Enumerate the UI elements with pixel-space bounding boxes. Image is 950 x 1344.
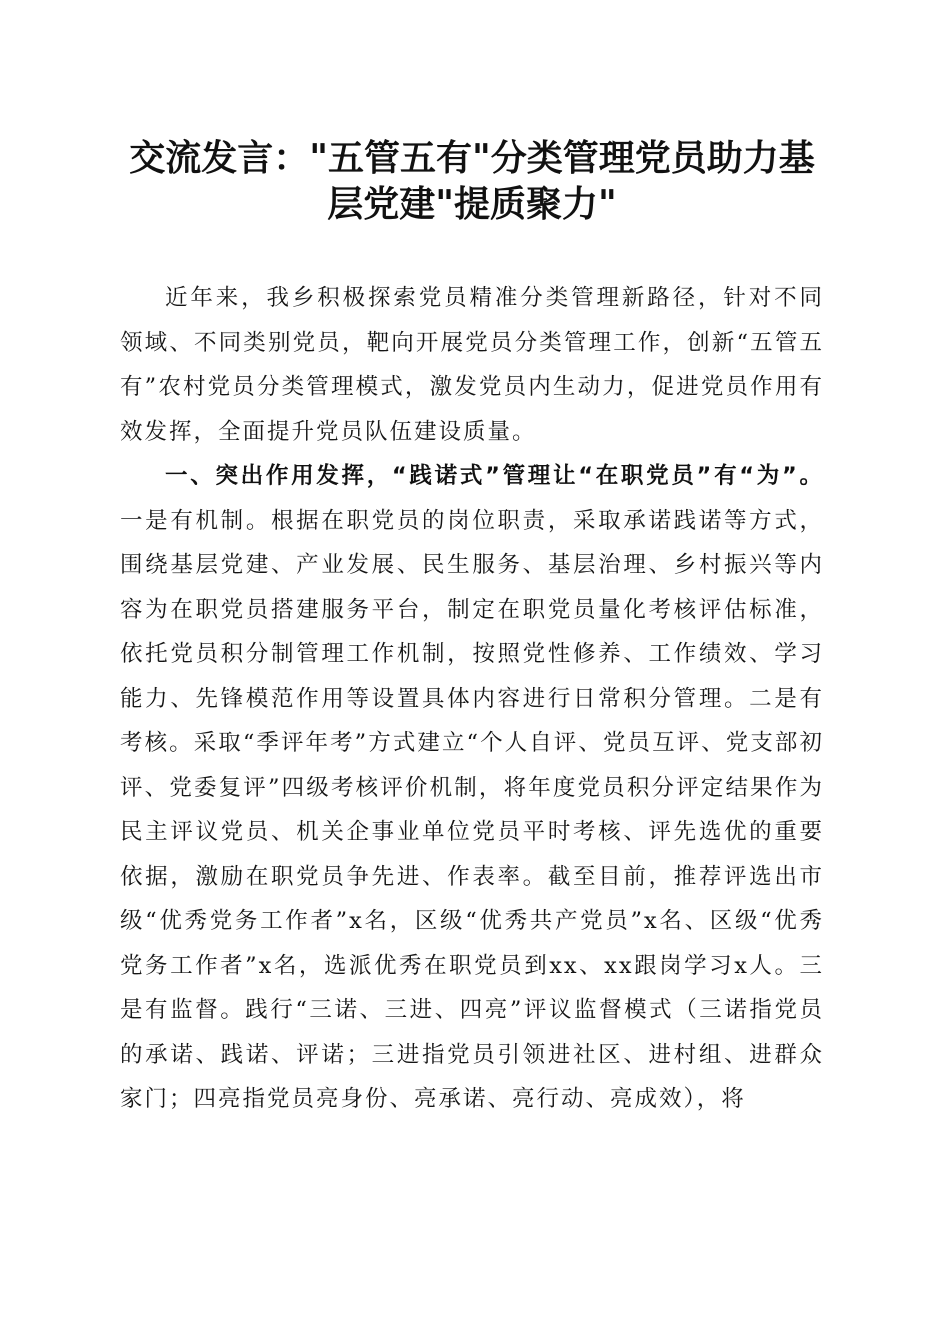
document-title [120, 135, 824, 227]
section-1-body: 一是有机制。根据在职党员的岗位职责，采取承诺践诺等方式，围绕基层党建、产业发展、民生服务、基层治理、乡村振兴等内容为在职党员搭建服务平台，制定在职党员量化考核评估标准，依托党员积分制管理工作机制，按照党性修养、工作绩效、学习能力、先锋模范作用等设置具体内容进行日常积分管理。二是有考核。采取“季评年考”方式建立“个人自评、党员互评、党支部初评、党委复评”四级考核评价机制，将年度党员积分评定结果作为民主评议党员、机关企事业单位党员平时考核、评先选优的重要依据，激励在职党员争先进、作表率。截至目前，推荐评选出市级“优秀党务工作者”x名，区级“优秀共产党员”x名、区级“优秀党务工作者”x名，选派优秀在职党员到xx、xx跟岗学习x人。三是有监督。践行“三诺、三进、四亮”评议监督模式（三诺指党员的承诺、践诺、评诺；三进指党员引领进社区、进村组、进群众家门；四亮指党员亮身份、亮承诺、亮行动、亮成效），将 [120, 507, 824, 1112]
title-line-1: 交流发言："五管五有"分类管理党员助力基 [129, 137, 815, 179]
title-line-2: 层党建"提质聚力" [327, 183, 617, 225]
document-body [120, 276, 824, 1122]
intro-paragraph: 近年来，我乡积极探索党员精准分类管理新路径，针对不同领域、不同类别党员，靶向开展党员分类管理工作，创新“五管五有”农村党员分类管理模式，激发党员内生动力，促进党员作用有效发挥，全面提升党员队伍建设质量。 [120, 285, 824, 445]
section-1-paragraph [120, 454, 824, 1122]
section-1-heading: 一、突出作用发挥，“践诺式”管理让“在职党员”有“为”。 [165, 463, 824, 489]
document-page [120, 0, 824, 1344]
